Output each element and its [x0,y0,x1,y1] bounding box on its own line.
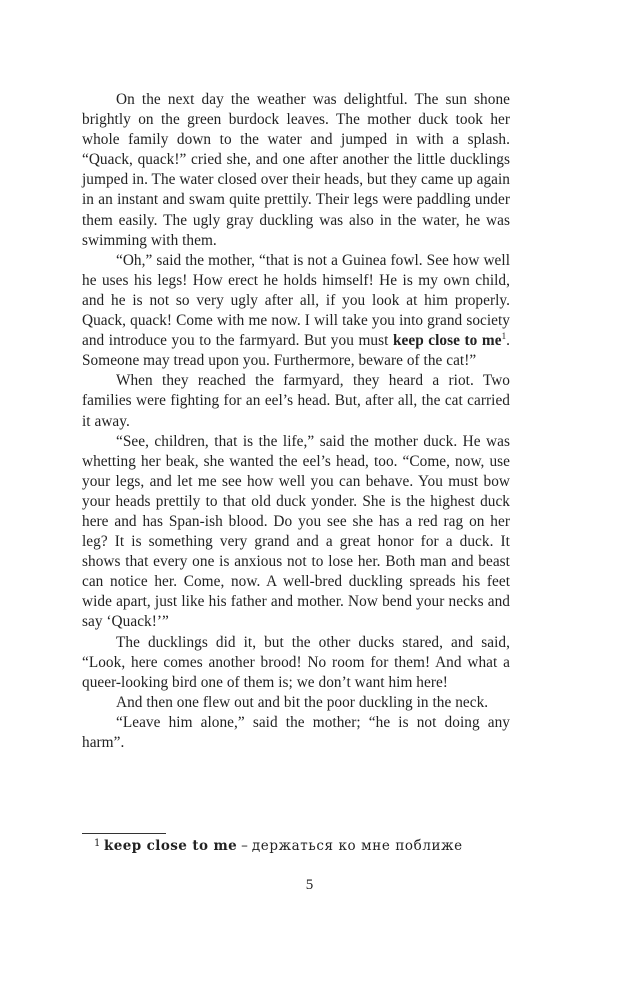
paragraph-text: . Someone may tread upon you. Furthermore, beware of the cat!” [82,332,510,370]
paragraph: When they reached the farmyard, they heard a riot. Two families were fighting for an eel’s head. But, after all, the cat carried it away. [82,372,510,430]
paragraph: “Leave him alone,” said the mother; “he is not doing any harm”. [82,713,510,751]
footnote-divider [82,833,166,834]
page-number: 5 [305,877,314,893]
paragraph: And then one flew out and bit the poor duckling in the neck. [116,693,489,711]
page-body [82,90,510,753]
footnote [94,838,463,854]
paragraph: On the next day the weather was delightful. The sun shone brightly on the green burdock leaves. The mother duck took her whole family down to the water and jumped in with a splash. “Quack, quack!” cried she, and one after another the little ducklings jumped in. The water closed over their heads, but they came up again in an instant and swam quite prettily. Their legs were paddling under them easily. The ugly gray duckling was also in the water, he was swimming with them. [82,91,510,249]
paragraph [82,251,510,372]
footnote-translation: держаться ко мне поближе [251,838,463,854]
paragraph-text: “Oh,” said the mother, “that is not a Guinea fowl. See how well he uses his legs! How erect he holds himself! He is my own child, and he is not so very ugly after all, if you look at him properly. Quack, quack! Come with me now. I will take you into grand society and introduce you to the farmyard. But you must [82,251,510,350]
story-text [82,90,510,753]
footnote-term: keep close to me [104,838,238,854]
paragraph: The ducklings did it, but the other ducks stared, and said, “Look, here comes another brood! No room for them! And what a queer-looking bird one of them is; we don’t want him here! [82,633,510,691]
glossed-phrase: keep close to me [392,332,502,350]
footnote-mark: 1 [94,838,101,849]
paragraph: “See, children, that is the life,” said the mother duck. He was whetting her beak, she wanted the eel’s head, too. “Come, now, use your legs, and let me see how well you can behave. You must bow your heads prettily to that old duck yonder. She is the highest duck here and has Span-ish blood. Do you see she has a red rag on her leg? It is something very grand and a great honor for a duck. It shows that every one is anxious not to lose her. Both man and beast can notice her. Come, now. A well-bred duckling spreads his feet wide apart, just like his father and mother. Now bend your necks and say ‘Quack!’” [82,432,510,631]
footnote-dash: – [241,838,248,854]
footnote-reference: 1 [501,331,507,342]
